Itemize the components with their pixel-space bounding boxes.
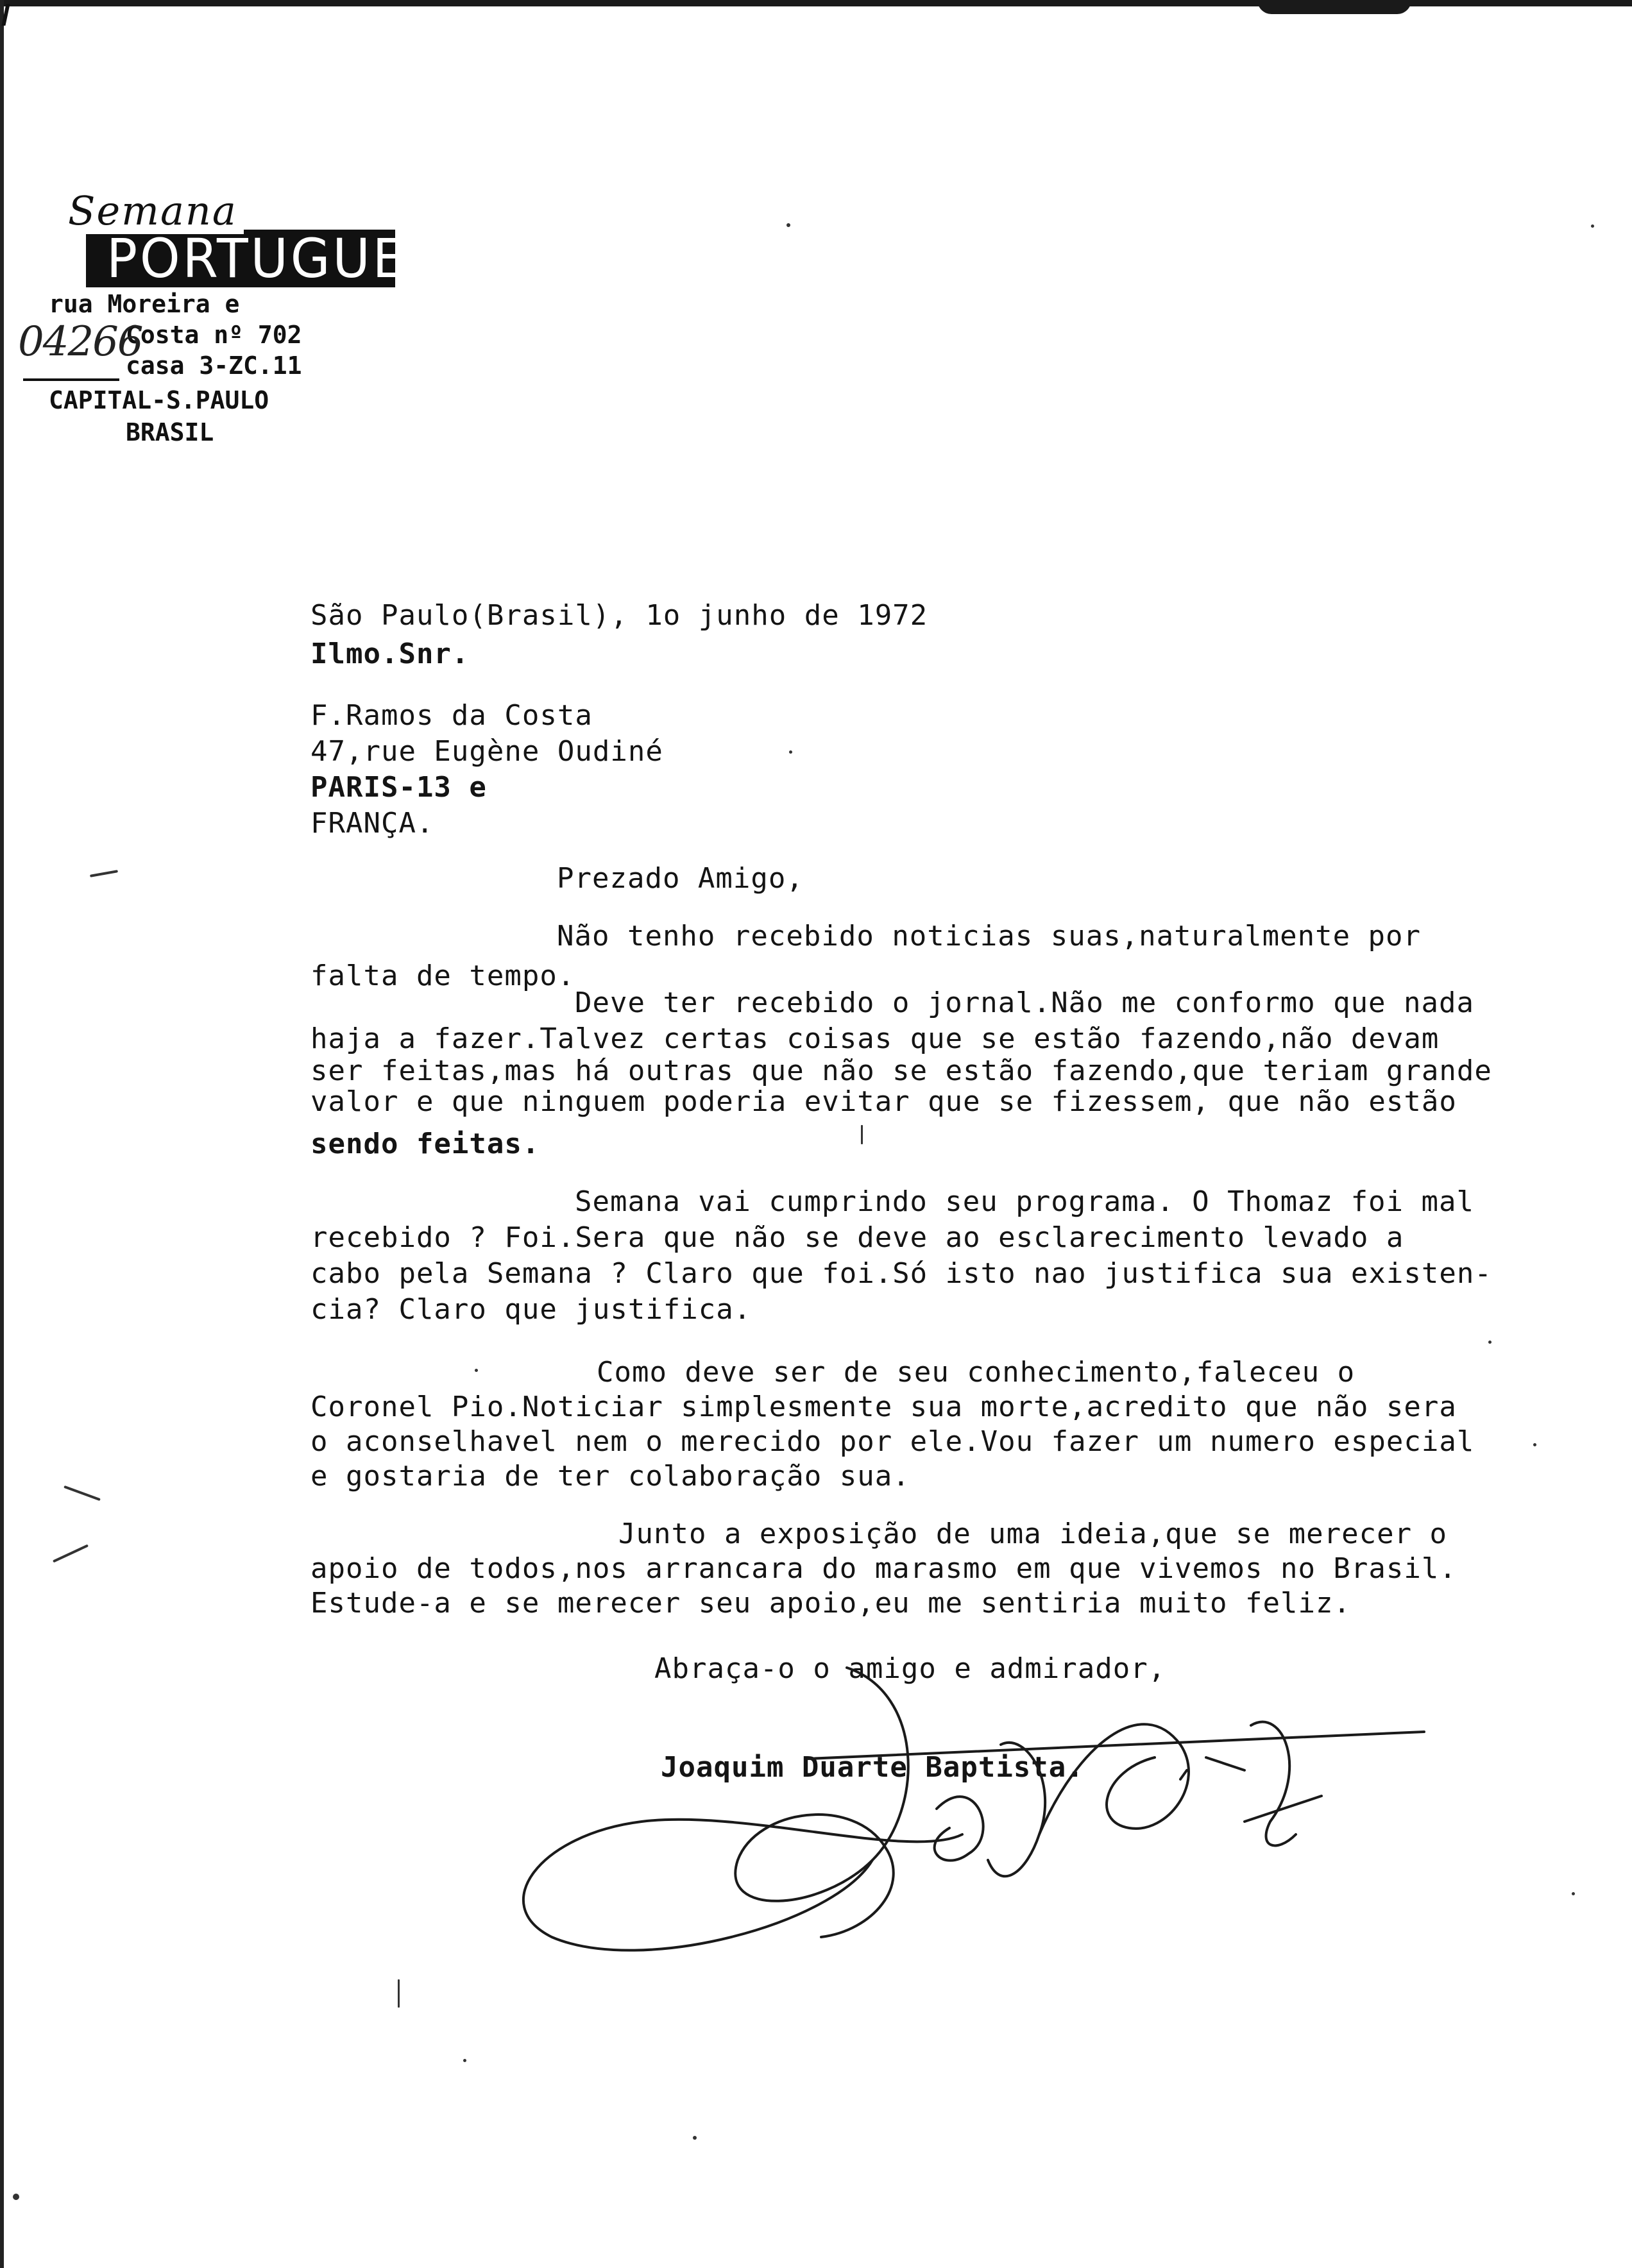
body-line: sendo feitas. [310,1128,540,1160]
body-line: Como deve ser de seu conhecimento,faleceu o [597,1356,1356,1389]
speck [861,1125,863,1144]
speck [693,2136,697,2140]
body-line: Junto a exposição de uma ideia,que se merecer o [618,1518,1448,1550]
body-line: ser feitas,mas há outras que não se estão fazendo,que teriam grande [310,1054,1492,1087]
speck [789,750,792,754]
salutation-title: Ilmo.Snr. [310,638,470,670]
body-line: valor e que ninguem poderia evitar que se fizessem, que não estão [310,1085,1457,1118]
body-line: falta de tempo. [310,960,575,992]
body-line: o aconselhavel nem o merecido por ele.Vou fazer um numero especial [310,1425,1475,1458]
body-line: e gostaria de ter colaboração sua. [310,1460,910,1493]
speck [398,1979,400,2008]
closing-line: Abraça-o o amigo e admirador, [654,1652,1166,1685]
speck [1533,1443,1536,1446]
signature-name: Joaquim Duarte Baptista. [661,1751,1084,1784]
speck [13,2194,19,2200]
body-line: haja a fazer.Talvez certas coisas que se estão fazendo,não devam [310,1022,1440,1055]
recipient-line-4: FRANÇA. [310,807,434,840]
body-line: cabo pela Semana ? Claro que foi.Só isto nao justifica sua existen- [310,1257,1492,1290]
recipient-line-2: 47,rue Eugène Oudiné [310,735,663,768]
recipient-line-1: F.Ramos da Costa [310,699,593,732]
speck [1572,1892,1575,1895]
speck [463,2059,466,2062]
address-line-5: BRASIL [126,418,214,446]
speck [1591,224,1594,228]
logo-portuguesa-text: PORTUGUESA [106,227,481,290]
speck [1488,1341,1492,1344]
speck [475,1369,478,1372]
recipient-line-3: PARIS-13 e [310,771,487,804]
address-line-2: Costa nº 702 [126,321,302,349]
address-line-3: casa 3-ZC.11 [126,351,302,380]
body-line: apoio de todos,nos arrancara do marasmo em que vivemos no Brasil. [310,1552,1457,1585]
speck [786,223,790,227]
body-line: Deve ter recebido o jornal.Não me conformo que nada [575,986,1475,1019]
body-line: Coronel Pio.Noticiar simplesmente sua morte,acredito que não sera [310,1391,1457,1423]
body-line: cia? Claro que justifica. [310,1293,752,1326]
body-line: Não tenho recebido noticias suas,naturalmente por [557,920,1422,952]
body-line: Semana vai cumprindo seu programa. O Thomaz foi mal [575,1185,1475,1218]
address-line-1: rua Moreira e [49,290,240,318]
greeting: Prezado Amigo, [557,862,804,895]
handwritten-archive-number: 04266 [18,318,142,366]
address-line-4: CAPITAL-S.PAULO [49,386,269,414]
body-line: recebido ? Foi.Sera que não se deve ao esclarecimento levado a [310,1221,1404,1254]
logo-semana-text: Semana [62,187,244,234]
date-line: São Paulo(Brasil), 1o junho de 1972 [310,599,928,632]
body-line: Estude-a e se merecer seu apoio,eu me sentiria muito feliz. [310,1587,1351,1620]
